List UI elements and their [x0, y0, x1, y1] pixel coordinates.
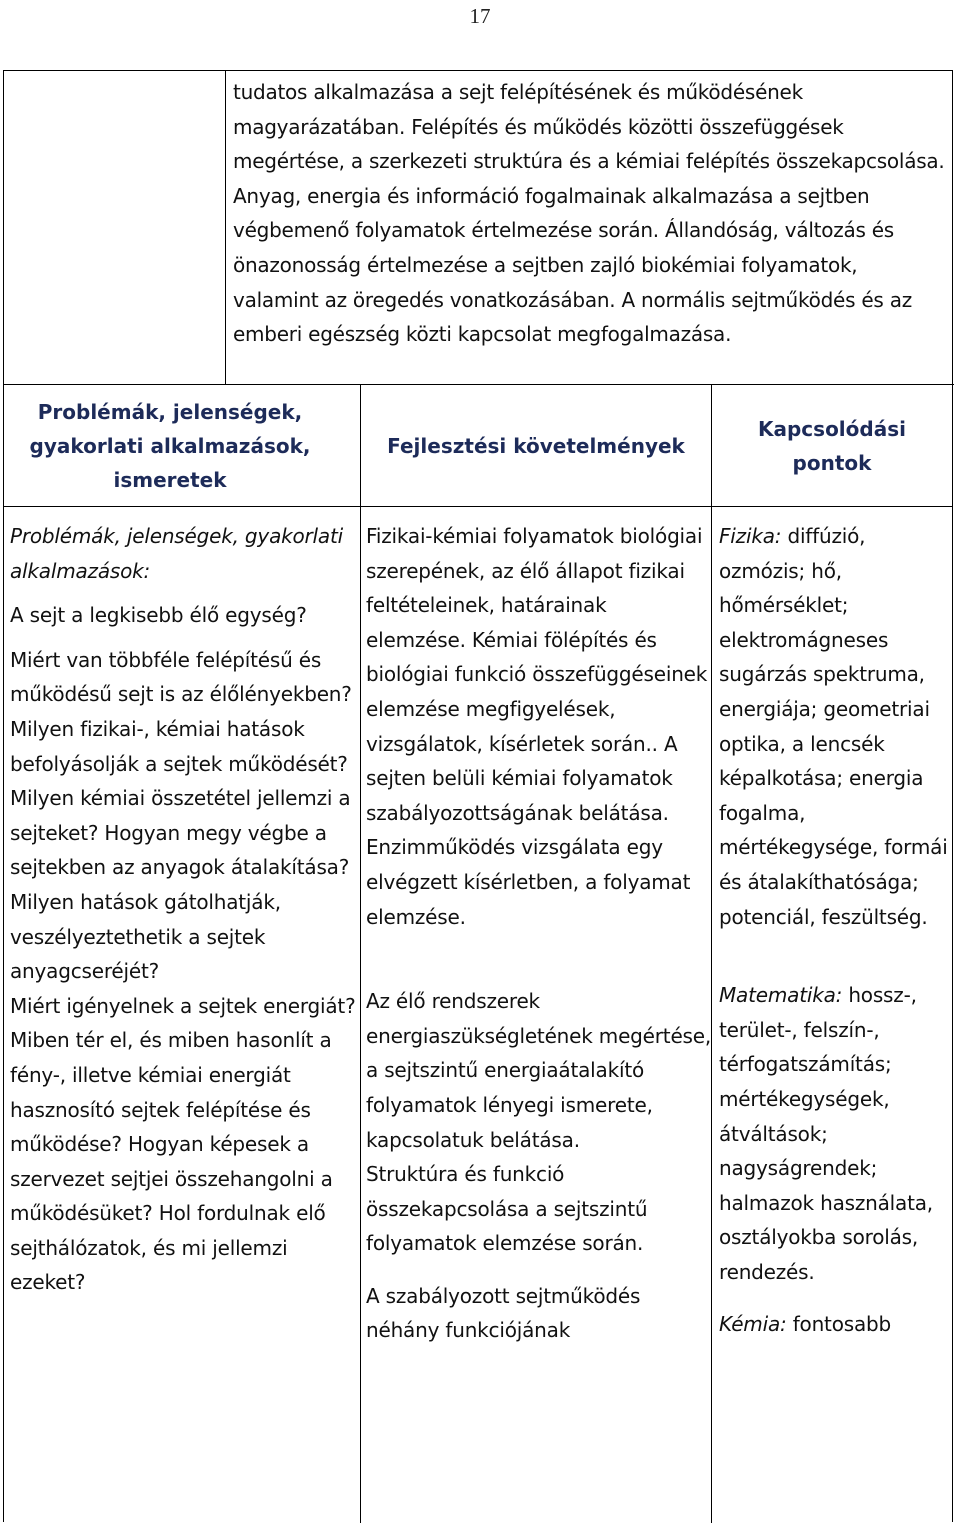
connection-matematika	[719, 978, 952, 1289]
connections-column	[719, 519, 952, 1342]
column-divider-1	[360, 384, 361, 1523]
problems-question-1: A sejt a legkisebb élő egység?	[10, 603, 307, 628]
header-connections: Kapcsolódási pontok	[758, 416, 906, 475]
kemia-topics: fontosabb	[786, 1312, 892, 1337]
subject-label-fizika: Fizika:	[719, 524, 782, 548]
problems-question-3: Miért igényelnek a sejtek energiát? Miben tér el, és miben hasonlít a fény-, illetve kémiai energiát hasznosító sejtek felépítése és működése? Hogyan képesek a szervezet sejtjei összehangolni a működésüket? Hol fordulnak elő sejthálózatok, és mi jellemzi ezeket?	[10, 993, 356, 1295]
table-header-row	[4, 384, 952, 507]
requirements-paragraph-2: Az élő rendszerek energiaszükségletének megértése, a sejtszintű energiaátalakító folyamatok lényegi ismerete, kapcsolatuk belátása.	[366, 989, 712, 1152]
problems-column	[10, 519, 356, 1300]
requirements-paragraph-3: Struktúra és funkció összekapcsolása a sejtszintű folyamatok elemzése során.	[366, 1162, 648, 1256]
requirements-paragraph-4: A szabályozott sejtműködés néhány funkciójának	[366, 1283, 641, 1343]
subject-label-matematika: Matematika:	[719, 983, 843, 1008]
requirements-paragraph-1: Fizikai-kémiai folyamatok biológiai szerepének, az élő állapot fizikai feltételeinek, határainak elemzése. Kémiai fölépítés és biológiai funkció összefüggéseinek elemzése megfigyelések, vizsgálatok, kísérletek során.. A sejten belüli kémiai folyamatok szabályozottságának belátása. Enzimműködés vizsgálata egy elvégzett kísérletben, a folyamat elemzése.	[366, 524, 708, 929]
problems-question-2: Miért van többféle felépítésű és működésű sejt is az élőlényekben? Milyen fizikai-, kémiai hatások befolyásolják a sejtek működését? Milyen kémiai összetétel jellemzi a sejteket? Hogyan megy végbe a sejtekben az anyagok átalakítása? Milyen hatások gátolhatják, veszélyeztethetik a sejtek anyagcseréjét?	[10, 647, 352, 984]
header-requirements: Fejlesztési követelmények	[387, 433, 685, 458]
matematika-topics: hossz-, terület-, felszín-, térfogatszámítás; mértékegységek, átváltások; nagyságrendek; halmazok használata, osztályokba sorolás, rendezés.	[719, 983, 933, 1284]
intro-text-cell: tudatos alkalmazása a sejt felépítésének és működésének magyarázatában. Felépítés és működés közötti összefüggések megértése, a szerkezeti struktúra és a kémiai felépítés összekapcsolása. Anyag, energia és információ fogalmainak alkalmazása a sejtben végbemenő folyamatok értelmezése során. Állandóság, változás és önazonosság értelmezése a sejtben zajló biokémiai folyamatok, valamint az öregedés vonatkozásában. A normális sejtműködés és az emberi egészség közti kapcsolat megfogalmazása.	[225, 71, 954, 385]
requirements-column	[366, 519, 712, 1348]
subject-label-kemia: Kémia:	[719, 1312, 787, 1337]
fizika-topics: diffúzió, ozmózis; hő, hőmérséklet; elektromágneses sugárzás spektruma, energiája; geometriai optika, a lencsék képalkotása; energia fogalma, mértékegysége, formái és átalakíthatósága; potenciál, feszültség.	[719, 524, 948, 929]
problems-subheading: Problémák, jelenségek, gyakorlati alkalmazások:	[10, 524, 343, 583]
curriculum-table	[3, 70, 953, 1522]
connection-kemia	[719, 1307, 952, 1342]
connection-fizika	[719, 519, 952, 934]
header-problems: Problémák, jelenségek, gyakorlati alkalmazások, ismeretek	[29, 399, 311, 492]
page-number: 17	[469, 4, 491, 28]
